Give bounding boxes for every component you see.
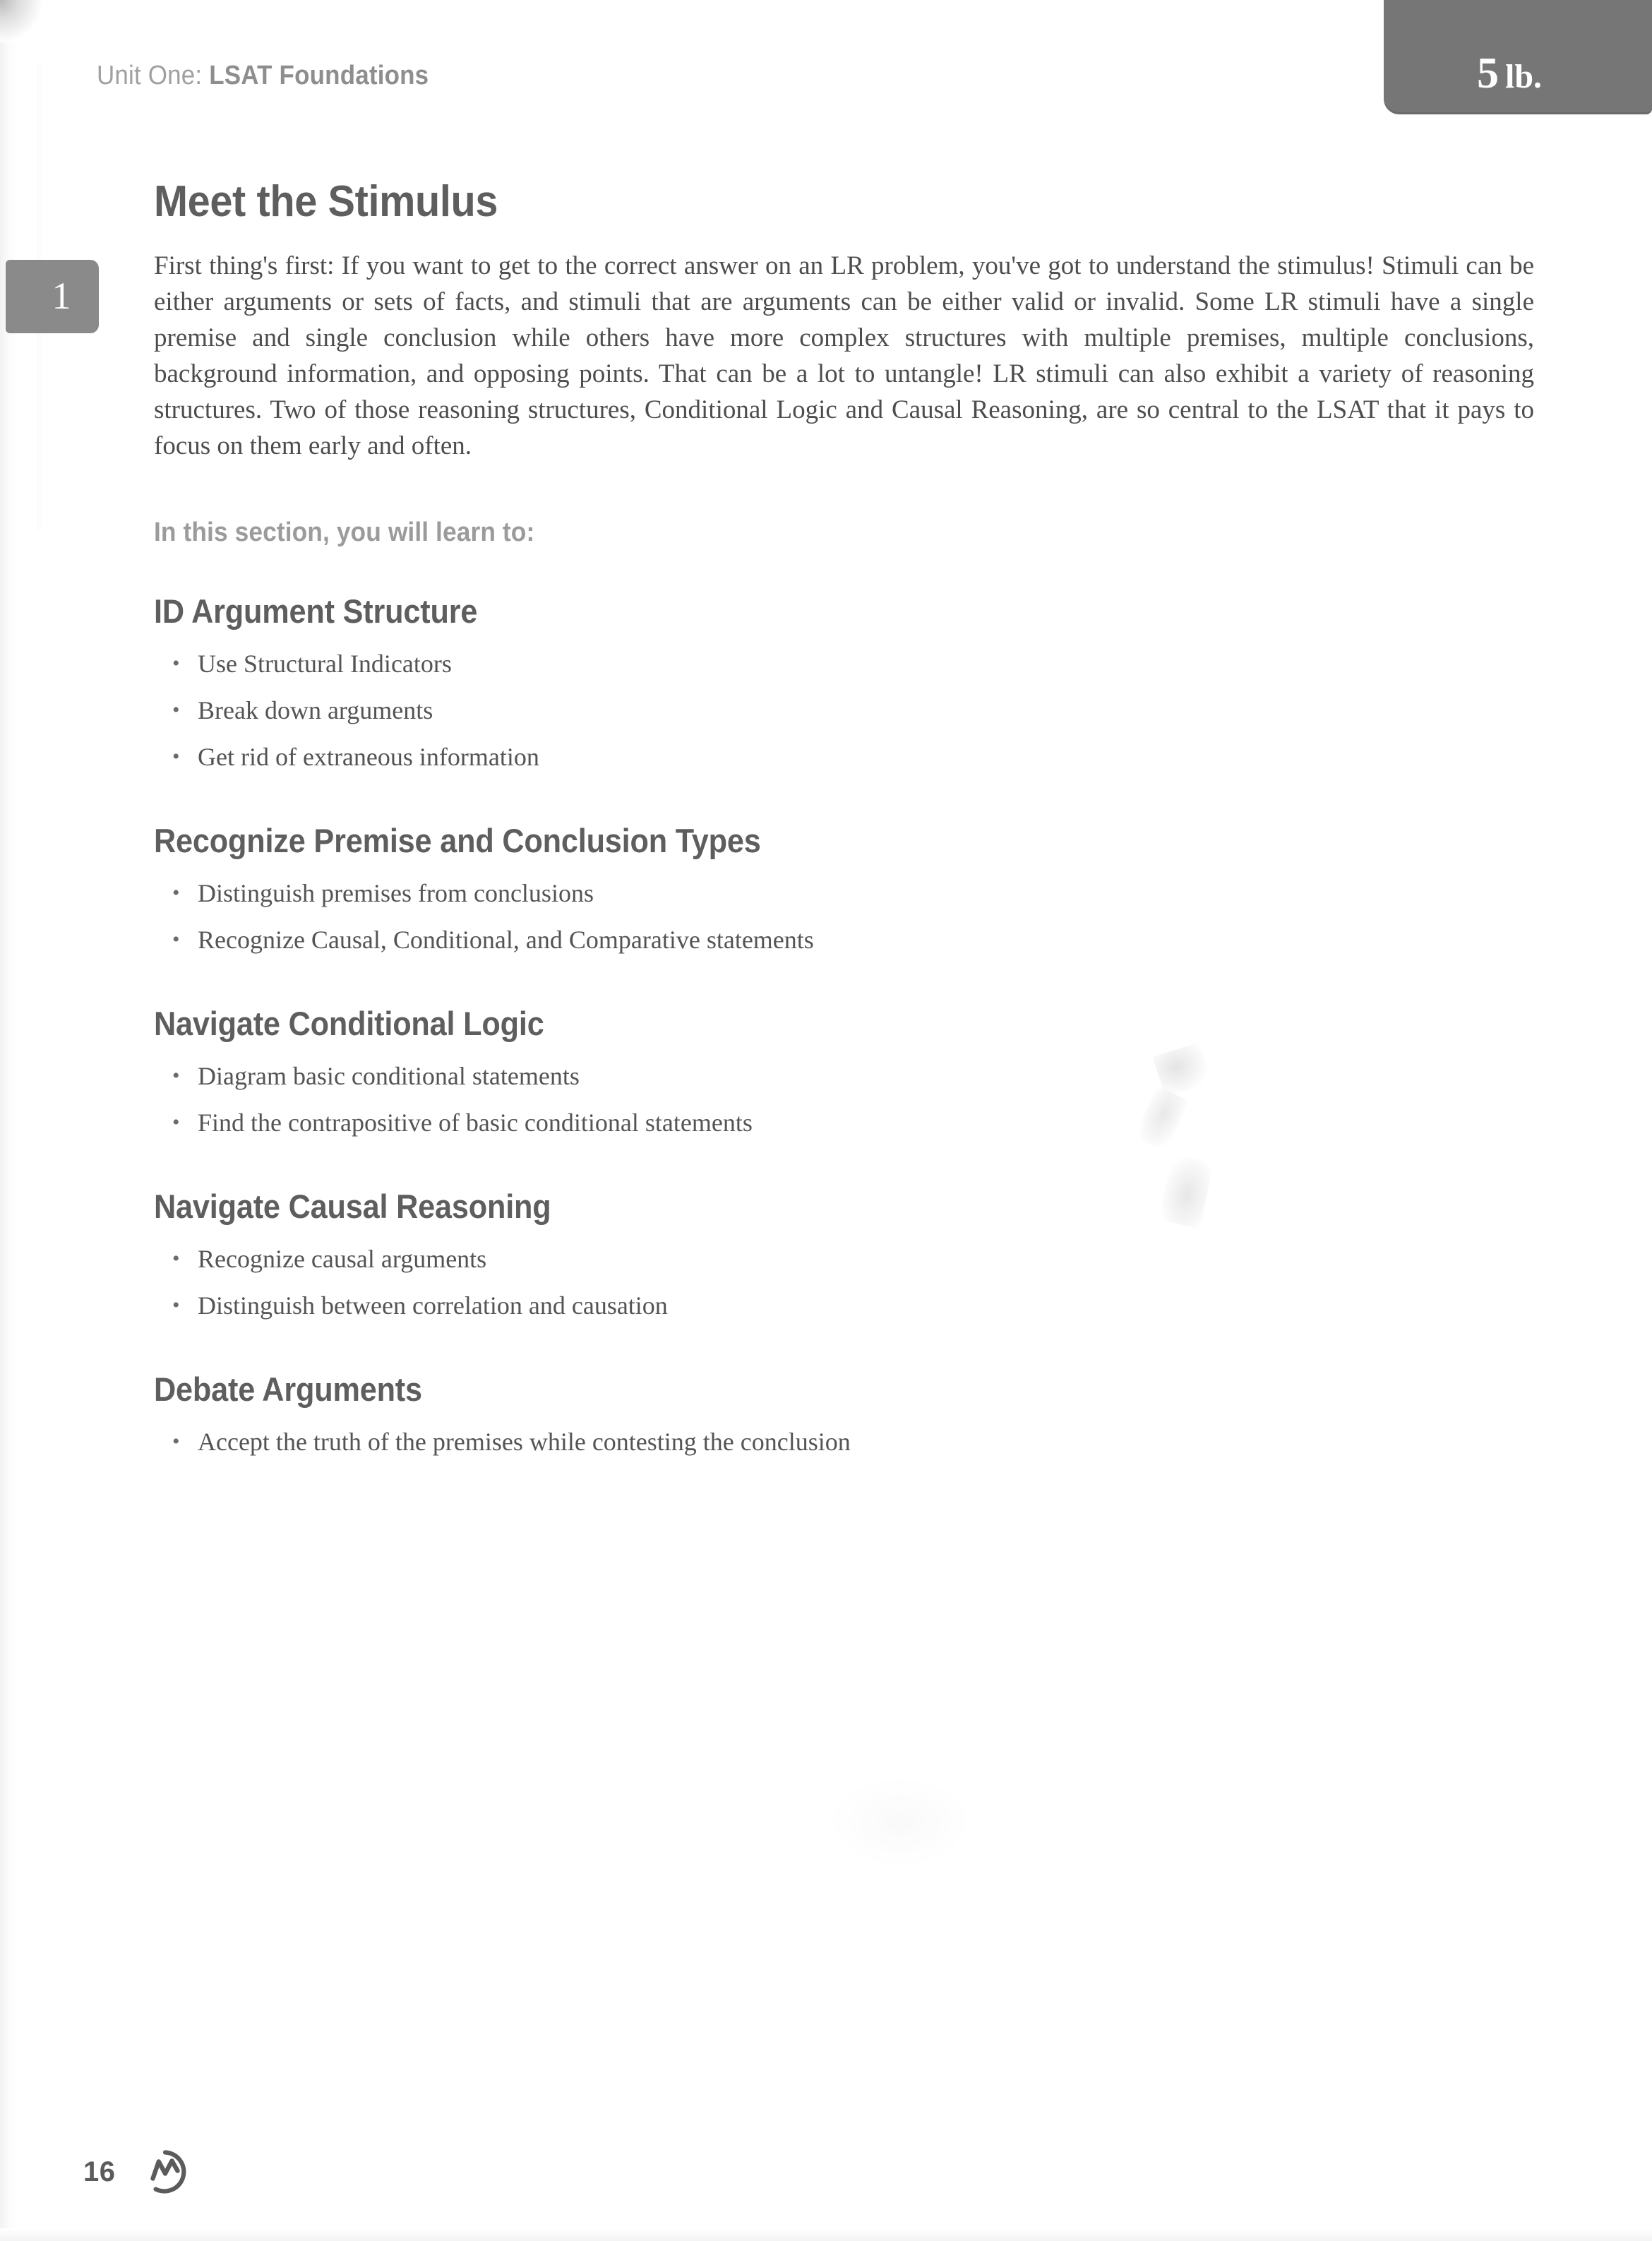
section-title: Navigate Conditional Logic <box>154 1005 544 1042</box>
section-title: Debate Arguments <box>154 1370 422 1408</box>
chapter-tab <box>6 260 99 333</box>
section-title: ID Argument Structure <box>154 592 478 630</box>
scan-corner-artifact <box>0 0 42 42</box>
learning-objective-section <box>154 1004 1534 1146</box>
five-pound-badge <box>1384 0 1652 114</box>
list-item: • Recognize causal arguments <box>198 1236 1534 1282</box>
list-item: • Find the contrapositive of basic conditional statements <box>198 1099 1534 1146</box>
list-item: • Distinguish between correlation and causation <box>198 1282 1534 1329</box>
list-item: • Accept the truth of the premises while contesting the conclusion <box>198 1418 1534 1465</box>
list-item: • Get rid of extraneous information <box>198 734 1534 780</box>
section-title: Recognize Premise and Conclusion Types <box>154 822 761 859</box>
page-number: 16 <box>83 2156 116 2187</box>
running-head-unit-title: LSAT Foundations <box>209 61 429 90</box>
learning-objective-section <box>154 1370 1534 1465</box>
five-pound-badge-text <box>1384 49 1635 99</box>
learning-objective-sections <box>154 592 1534 1465</box>
section-title: Navigate Causal Reasoning <box>154 1188 551 1225</box>
list-item: • Diagram basic conditional statements <box>198 1053 1534 1099</box>
learning-objective-section <box>154 592 1534 780</box>
page-content <box>154 177 1534 1465</box>
page-title: Meet the Stimulus <box>154 177 498 226</box>
list-item: • Use Structural Indicators <box>198 640 1534 687</box>
scan-smudge-artifact <box>833 1779 967 1864</box>
running-head <box>97 61 429 91</box>
objective-list <box>154 1418 1534 1465</box>
list-item: • Break down arguments <box>198 687 1534 734</box>
badge-number: 5 <box>1476 49 1500 97</box>
learning-objective-section <box>154 821 1534 963</box>
scan-edge-shadow <box>0 0 18 2241</box>
list-item: • Recognize Causal, Conditional, and Comparative statements <box>198 916 1534 963</box>
learning-objectives-lead: In this section, you will learn to: <box>154 518 535 547</box>
chapter-tab-number: 1 <box>52 274 71 317</box>
list-item: • Distinguish premises from conclusions <box>198 870 1534 916</box>
scan-bottom-shadow <box>0 2228 1652 2241</box>
badge-unit: lb. <box>1504 58 1543 95</box>
objective-list <box>154 870 1534 963</box>
objective-list <box>154 640 1534 780</box>
page-footer <box>83 2149 188 2194</box>
intro-paragraph: First thing's first: If you want to get to the correct answer on an LR problem, you've got to understand the stimulus! Stimuli can be either arguments or sets of facts, and stimuli that are arguments can be either valid or invalid. Some LR stimuli have a single premise and single conclusion while others have more complex structures with multiple premises, multiple conclusions, background information, and opposing points. That can be a lot to untangle! LR stimuli can also exhibit a variety of reasoning structures. Two of those reasoning structures, Conditional Logic and Causal Reasoning, are so central to the LSAT that it pays to focus on them early and often. <box>154 251 1534 460</box>
manhattan-prep-m-logo-icon <box>143 2149 188 2194</box>
objective-list <box>154 1236 1534 1329</box>
learning-objective-section <box>154 1187 1534 1329</box>
running-head-unit-label: Unit One: <box>97 61 203 90</box>
objective-list <box>154 1053 1534 1146</box>
